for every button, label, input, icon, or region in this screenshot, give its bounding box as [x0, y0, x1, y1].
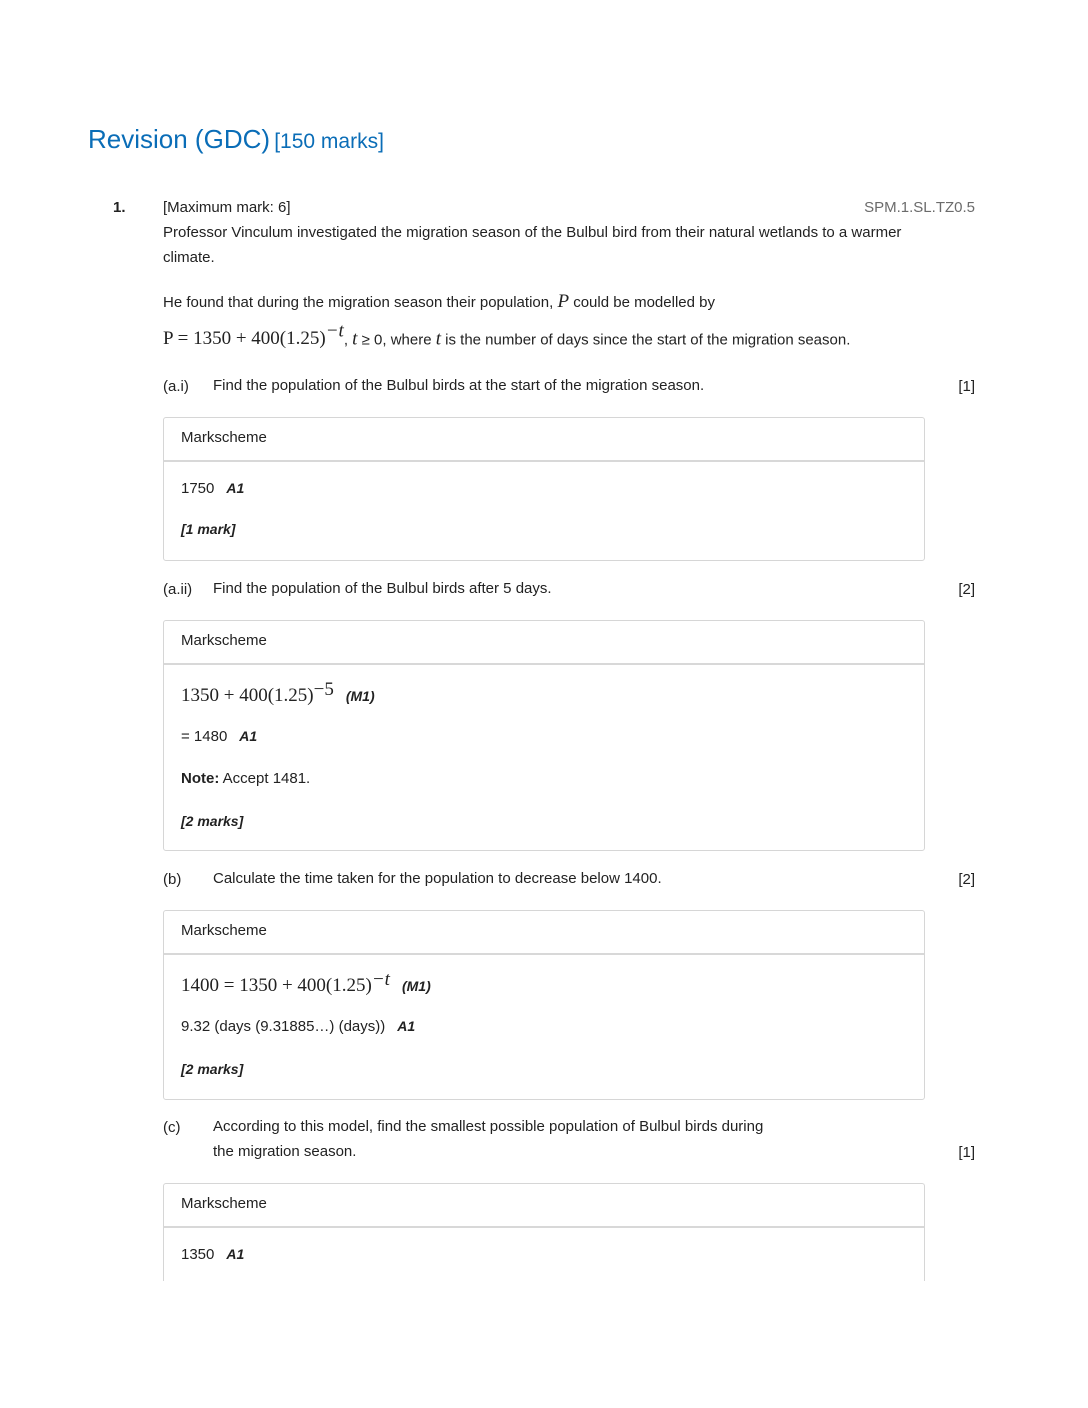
part-text: Find the population of the Bulbul birds at the start of the migration season.	[213, 377, 705, 394]
markscheme-line	[181, 1018, 415, 1035]
formula-base: 1350 + 400(1.25)	[181, 685, 314, 706]
mark-code: A1	[226, 480, 245, 496]
markscheme-box	[163, 1183, 925, 1281]
model-formula	[163, 321, 344, 350]
model-text-2: could be modelled by	[569, 294, 715, 311]
mark-code: A1	[226, 1246, 245, 1262]
part-marks: [1]	[958, 378, 975, 395]
part-text-line: the migration season.	[213, 1143, 357, 1160]
model-var-t: t	[435, 328, 441, 350]
markscheme-total: [2 marks]	[181, 813, 244, 829]
max-mark: [Maximum mark: 6]	[163, 199, 291, 216]
formula-exponent: −t	[371, 969, 390, 990]
markscheme-line	[181, 728, 257, 745]
answer-value: 9.32 (days (9.31885…) (days))	[181, 1018, 386, 1035]
markscheme-line	[181, 480, 244, 497]
answer-value: = 1480	[181, 728, 228, 745]
markscheme-header: Markscheme	[164, 621, 924, 665]
mark-code: (M1)	[345, 688, 375, 704]
page-title	[88, 124, 384, 155]
model-cond-var: t	[352, 328, 358, 350]
note-text: Accept 1481.	[219, 770, 311, 787]
part-label: (b)	[163, 871, 182, 888]
markscheme-header: Markscheme	[164, 911, 924, 955]
model-text-4: is the number of days since the start of the migration season.	[441, 331, 851, 349]
part-marks: [1]	[958, 1144, 975, 1161]
question-intro: Professor Vinculum investigated the migration season of the Bulbul bird from their natural wetlands to a warmer climate.	[163, 224, 902, 266]
formula-exponent: −5	[313, 679, 334, 700]
note-label: Note:	[181, 770, 220, 787]
part-label: (a.i)	[163, 378, 189, 395]
answer-value: 1350	[181, 1246, 215, 1263]
markscheme-header: Markscheme	[164, 1184, 924, 1228]
markscheme-box	[163, 620, 925, 851]
formula-base: 1400 = 1350 + 400(1.25)	[181, 975, 372, 996]
model-formula-exponent: −t	[325, 321, 344, 342]
mark-code: (M1)	[401, 978, 431, 994]
mark-code: A1	[239, 728, 258, 744]
model-var-p: P	[557, 291, 570, 312]
markscheme-line	[181, 1246, 244, 1263]
part-text: Find the population of the Bulbul birds after 5 days.	[213, 580, 552, 597]
markscheme-box	[163, 417, 925, 561]
part-text	[213, 1114, 833, 1164]
part-text-line: According to this model, find the smallest possible population of Bulbul birds during	[213, 1118, 764, 1135]
answer-value: 1750	[181, 480, 215, 497]
model-cond: ≥ 0	[357, 331, 383, 349]
question-code: SPM.1.SL.TZ0.5	[864, 199, 975, 216]
markscheme-total: [1 mark]	[181, 521, 236, 537]
part-marks: [2]	[958, 871, 975, 888]
mark-code: A1	[397, 1018, 416, 1034]
question-model: He found that during the migration season their population, P could be modelled by $P = 1350 + 400(1.25)^{-t}$, t ≥ 0, where t is the number of days since the start of the migration season.	[163, 291, 851, 350]
markscheme-total: [2 marks]	[181, 1061, 244, 1077]
page-total-marks: [150 marks]	[274, 130, 384, 153]
part-text: Calculate the time taken for the population to decrease below 1400.	[213, 870, 662, 887]
markscheme-header: Markscheme	[164, 418, 924, 462]
part-marks: [2]	[958, 581, 975, 598]
markscheme-formula	[181, 679, 375, 707]
model-text-1: He found that during the migration season their population,	[163, 294, 558, 311]
part-label: (c)	[163, 1119, 181, 1136]
markscheme-box	[163, 910, 925, 1100]
markscheme-note	[181, 770, 310, 787]
markscheme-formula	[181, 969, 431, 997]
part-label: (a.ii)	[163, 581, 193, 598]
page-title-text: Revision (GDC)	[88, 124, 271, 154]
model-formula-base: P = 1350 + 400(1.25)	[163, 328, 326, 350]
question-number: 1.	[113, 199, 126, 216]
model-text-3: , where	[382, 331, 436, 349]
